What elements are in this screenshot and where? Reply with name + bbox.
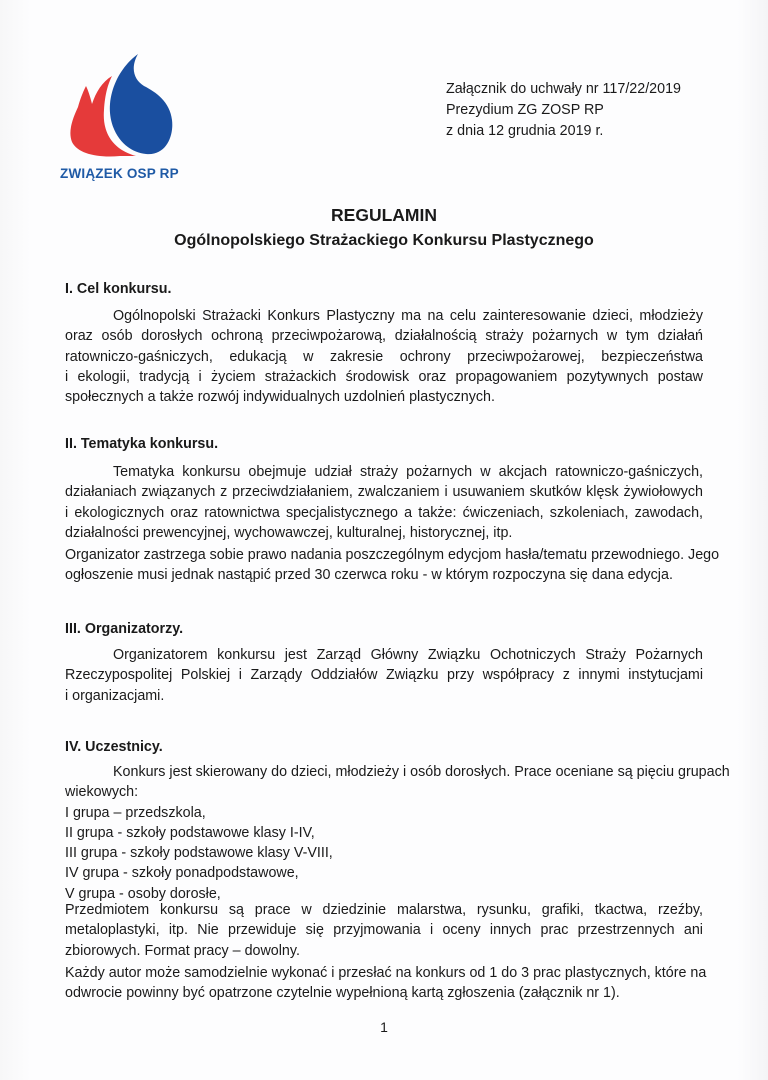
organization-logo: [60, 52, 180, 184]
section-uczestnicy-submission-paragraph: [65, 963, 707, 1004]
paragraph-line: Ogólnopolski Strażacki Konkurs Plastyczny ma na celu zainteresowanie dzieci, młodzieży: [113, 308, 703, 324]
paragraph-line: społecznych a także rozwój indywidualnych uzdolnień plastycznych.: [65, 389, 495, 406]
section-heading-organizatorzy: III. Organizatorzy.: [65, 621, 184, 637]
age-group-item: IV grupa - szkoły ponadpodstawowe,: [65, 865, 299, 882]
section-heading-uczestnicy: IV. Uczestnicy.: [65, 739, 163, 755]
section-uczestnicy-paragraph: [65, 762, 730, 904]
age-group-item: III grupa - szkoły podstawowe klasy V-VIII,: [65, 845, 333, 862]
section-cel-paragraph: [65, 306, 703, 407]
document-title: REGULAMIN: [331, 205, 437, 225]
paragraph-line: Organizatorem konkursu jest Zarząd Główny Związku Ochotniczych Straży Pożarnych: [113, 647, 703, 663]
paragraph-line: i ekologii, tradycją i życiem strażackich środowisk oraz propagowaniem pozytywnych postaw: [65, 368, 703, 385]
paragraph-line: Organizator zastrzega sobie prawo nadania poszczególnym edycjom hasła/tematu przewodniego. Jego: [65, 547, 720, 563]
section-uczestnicy-subject-paragraph: [65, 900, 703, 961]
document-subtitle: Ogólnopolskiego Strażackiego Konkursu Plastycznego: [174, 232, 594, 249]
attachment-line: Załącznik do uchwały nr 117/22/2019: [446, 81, 681, 97]
paragraph-line: Rzeczypospolitej Polskiej i Zarządy Oddziałów Związku przy współpracy z innymi instytucjami: [65, 667, 703, 684]
paragraph-line: odwrocie powinny być opatrzone czytelnie wypełnioną kartą zgłoszenia (załącznik nr 1).: [65, 985, 620, 1002]
paragraph-line: ratowniczo-gaśniczych, edukacją w zakresie ochrony przeciwpożarowej, bezpieczeństwa: [65, 348, 703, 365]
section-tematyka-paragraph: [65, 462, 703, 543]
paragraph-line: zbiorowych. Format pracy – dowolny.: [65, 942, 300, 959]
age-group-item: I grupa – przedszkola,: [65, 804, 206, 821]
paragraph-line: wiekowych:: [65, 784, 139, 801]
paragraph-line: oraz osób dorosłych ochroną przeciwpożarową, działalnością straży pożarnych w tym działań: [65, 328, 703, 345]
page-number: 1: [380, 1019, 388, 1035]
attachment-line: z dnia 12 grudnia 2019 r.: [446, 123, 604, 139]
section-heading-cel: I. Cel konkursu.: [65, 281, 172, 297]
section-tematyka-paragraph-2: [65, 545, 720, 586]
flame-drop-icon: [62, 52, 174, 160]
paragraph-line: Każdy autor może samodzielnie wykonać i przesłać na konkurs od 1 do 3 prac plastycznych, które na: [65, 965, 707, 981]
paragraph-line: działalności prewencyjnej, wychowawczej, kulturalnej, historycznej, itp.: [65, 524, 513, 541]
section-organizatorzy-paragraph: [65, 645, 703, 706]
logo-text: ZWIĄZEK OSP RP: [60, 166, 179, 181]
paragraph-line: metaloplastyki, itp. Nie przewiduje się przyjmowania i oceny innych prac przestrzennych ani: [65, 922, 703, 939]
age-group-item: II grupa - szkoły podstawowe klasy I-IV,: [65, 824, 315, 841]
section-heading-tematyka: II. Tematyka konkursu.: [65, 436, 219, 452]
paragraph-line: i ekologicznych oraz ratownictwa specjalistycznego a także: ćwiczeniach, szkoleniach, zawodach,: [65, 504, 703, 521]
attachment-line: Prezydium ZG ZOSP RP: [446, 102, 604, 118]
paragraph-line: ogłoszenie musi jednak nastąpić przed 30 czerwca roku - w którym rozpoczyna się dana edycja.: [65, 567, 673, 584]
attachment-reference: [446, 79, 681, 142]
age-group-item: V grupa - osoby dorosłe,: [65, 885, 221, 902]
paragraph-line: Tematyka konkursu obejmuje udział straży pożarnych w akcjach ratowniczo-gaśniczych,: [113, 464, 703, 480]
paragraph-line: Konkurs jest skierowany do dzieci, młodzieży i osób dorosłych. Prace oceniane są pięciu grupach: [113, 764, 730, 780]
paragraph-line: Przedmiotem konkursu są prace w dziedzinie malarstwa, rysunku, grafiki, tkactwa, rzeźby,: [65, 902, 703, 918]
paragraph-line: i organizacjami.: [65, 687, 165, 704]
paragraph-line: działaniach związanych z przeciwdziałaniem, zwalczaniem i usuwaniem skutków klęsk żywiołowych: [65, 484, 703, 501]
